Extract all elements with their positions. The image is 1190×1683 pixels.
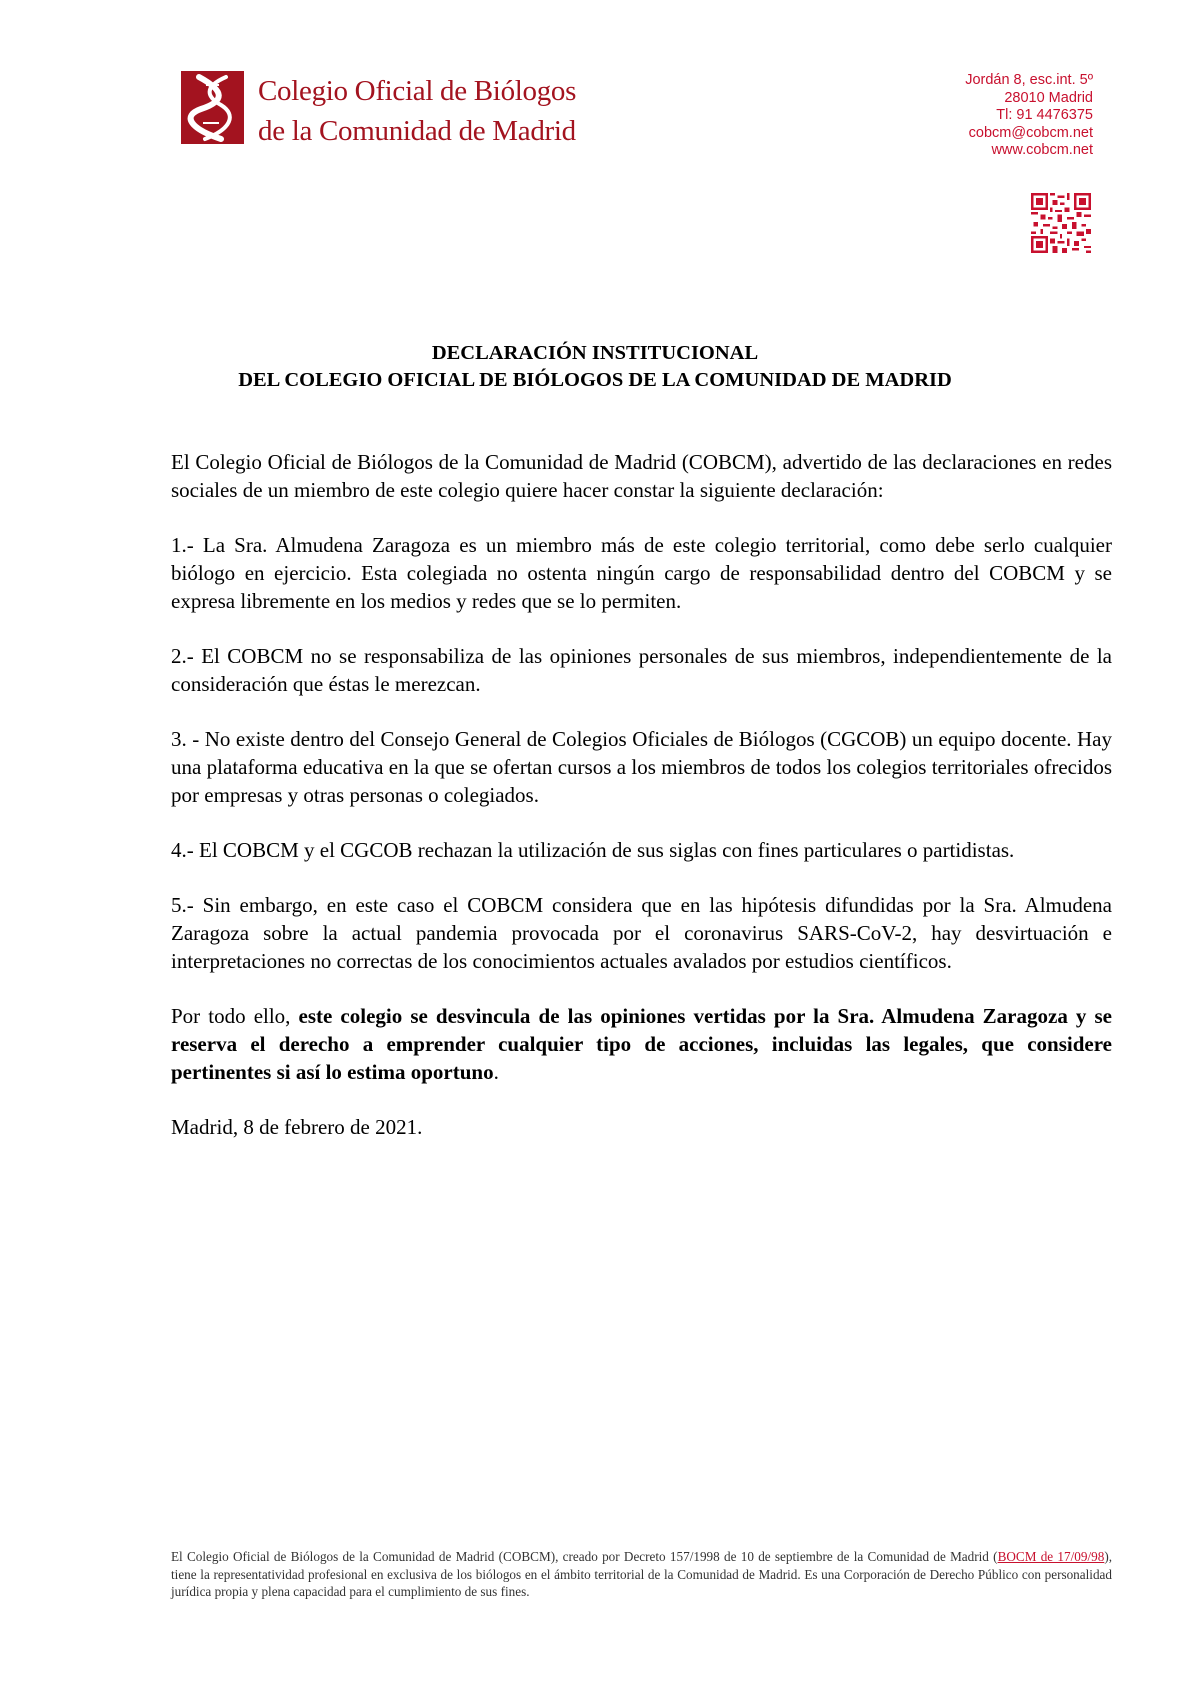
conclusion-bold-text: este colegio se desvincula de las opiniones vertidas por la Sra. Almudena Zaragoza y se reserva el derecho a emprender cualquier tipo de acciones, incluidas las legales, que considere pertinentes si así lo estima oportuno (171, 1004, 1113, 1084)
title-line-1: DECLARACIÓN INSTITUCIONAL (431, 342, 759, 364)
point-2-paragraph: 2.- El COBCM no se responsabiliza de las opiniones personales de sus miembros, independientemente de la consideración que éstas le merezcan. (171, 644, 1112, 696)
conclusion-prefix: Por todo ello, (171, 1004, 299, 1028)
document-body (171, 448, 1112, 1168)
date-line: Madrid, 8 de febrero de 2021. (171, 1115, 423, 1139)
qr-code-icon (1031, 193, 1091, 253)
logo-line-2: de la Comunidad de Madrid (258, 115, 576, 147)
address-email[interactable]: cobcm@cobcm.net (968, 124, 1093, 141)
conclusion-suffix: . (493, 1060, 499, 1084)
address-city: 28010 Madrid (1004, 89, 1093, 106)
address-phone: Tl: 91 4476375 (996, 107, 1093, 123)
contact-address (965, 72, 1093, 160)
intro-paragraph: El Colegio Oficial de Biólogos de la Comunidad de Madrid (COBCM), advertido de las declaraciones en redes sociales de un miembro de este colegio quiere hacer constar la siguiente declaración: (171, 450, 1112, 502)
point-3-paragraph: 3. - No existe dentro del Consejo General de Colegios Oficiales de Biólogos (CGCOB) un equipo docente. Hay una plataforma educativa en la que se ofertan cursos a los miembros de todos los colegios territoriales ofrecidos por empresas y otras personas o colegiados. (171, 727, 1112, 807)
point-1-paragraph: 1.- La Sra. Almudena Zaragoza es un miembro más de este colegio territorial, como debe serlo cualquier biólogo en ejercicio. Esta colegiada no ostenta ningún cargo de responsabilidad dentro del COBCM y se expresa libremente en los medios y redes que se lo permiten. (171, 533, 1112, 613)
address-web[interactable]: www.cobcm.net (991, 142, 1093, 158)
logo-wordmark (258, 71, 576, 151)
point-5-paragraph: 5.- Sin embargo, en este caso el COBCM considera que en las hipótesis difundidas por la Sra. Almudena Zaragoza sobre la actual pandemia provocada por el coronavirus SARS-CoV-2, hay desvirtuación e interpretaciones no correctas de los conocimientos actuales avalados por estudios científicos. (171, 893, 1112, 973)
cobcm-logo (181, 71, 576, 151)
logo-line-1: Colegio Oficial de Biólogos (258, 75, 577, 107)
footer-text-2: ), tiene la representatividad profesional en exclusiva de los biólogos en el ámbito territorial de la Comunidad de Madrid. Es una Corporación de Derecho Público con personalidad jurídica propia y plena capacidad para el cumplimiento de sus fines. (171, 1549, 1113, 1599)
bocm-link[interactable]: BOCM de 17/09/98 (997, 1549, 1105, 1564)
dna-helix-logo-icon (181, 71, 244, 144)
legal-footer (171, 1548, 1112, 1601)
point-4-paragraph: 4.- El COBCM y el CGCOB rechazan la utilización de sus siglas con fines particulares o partidistas. (171, 838, 1015, 862)
conclusion-paragraph (171, 1002, 1112, 1086)
document-title (0, 340, 1190, 394)
address-street: Jordán 8, esc.int. 5º (965, 72, 1093, 88)
footer-text-1: El Colegio Oficial de Biólogos de la Comunidad de Madrid (COBCM), creado por Decreto 157/1998 de 10 de septiembre de la Comunidad de Madrid ( (171, 1549, 998, 1564)
title-line-2: DEL COLEGIO OFICIAL DE BIÓLOGOS DE LA COMUNIDAD DE MADRID (238, 369, 952, 391)
